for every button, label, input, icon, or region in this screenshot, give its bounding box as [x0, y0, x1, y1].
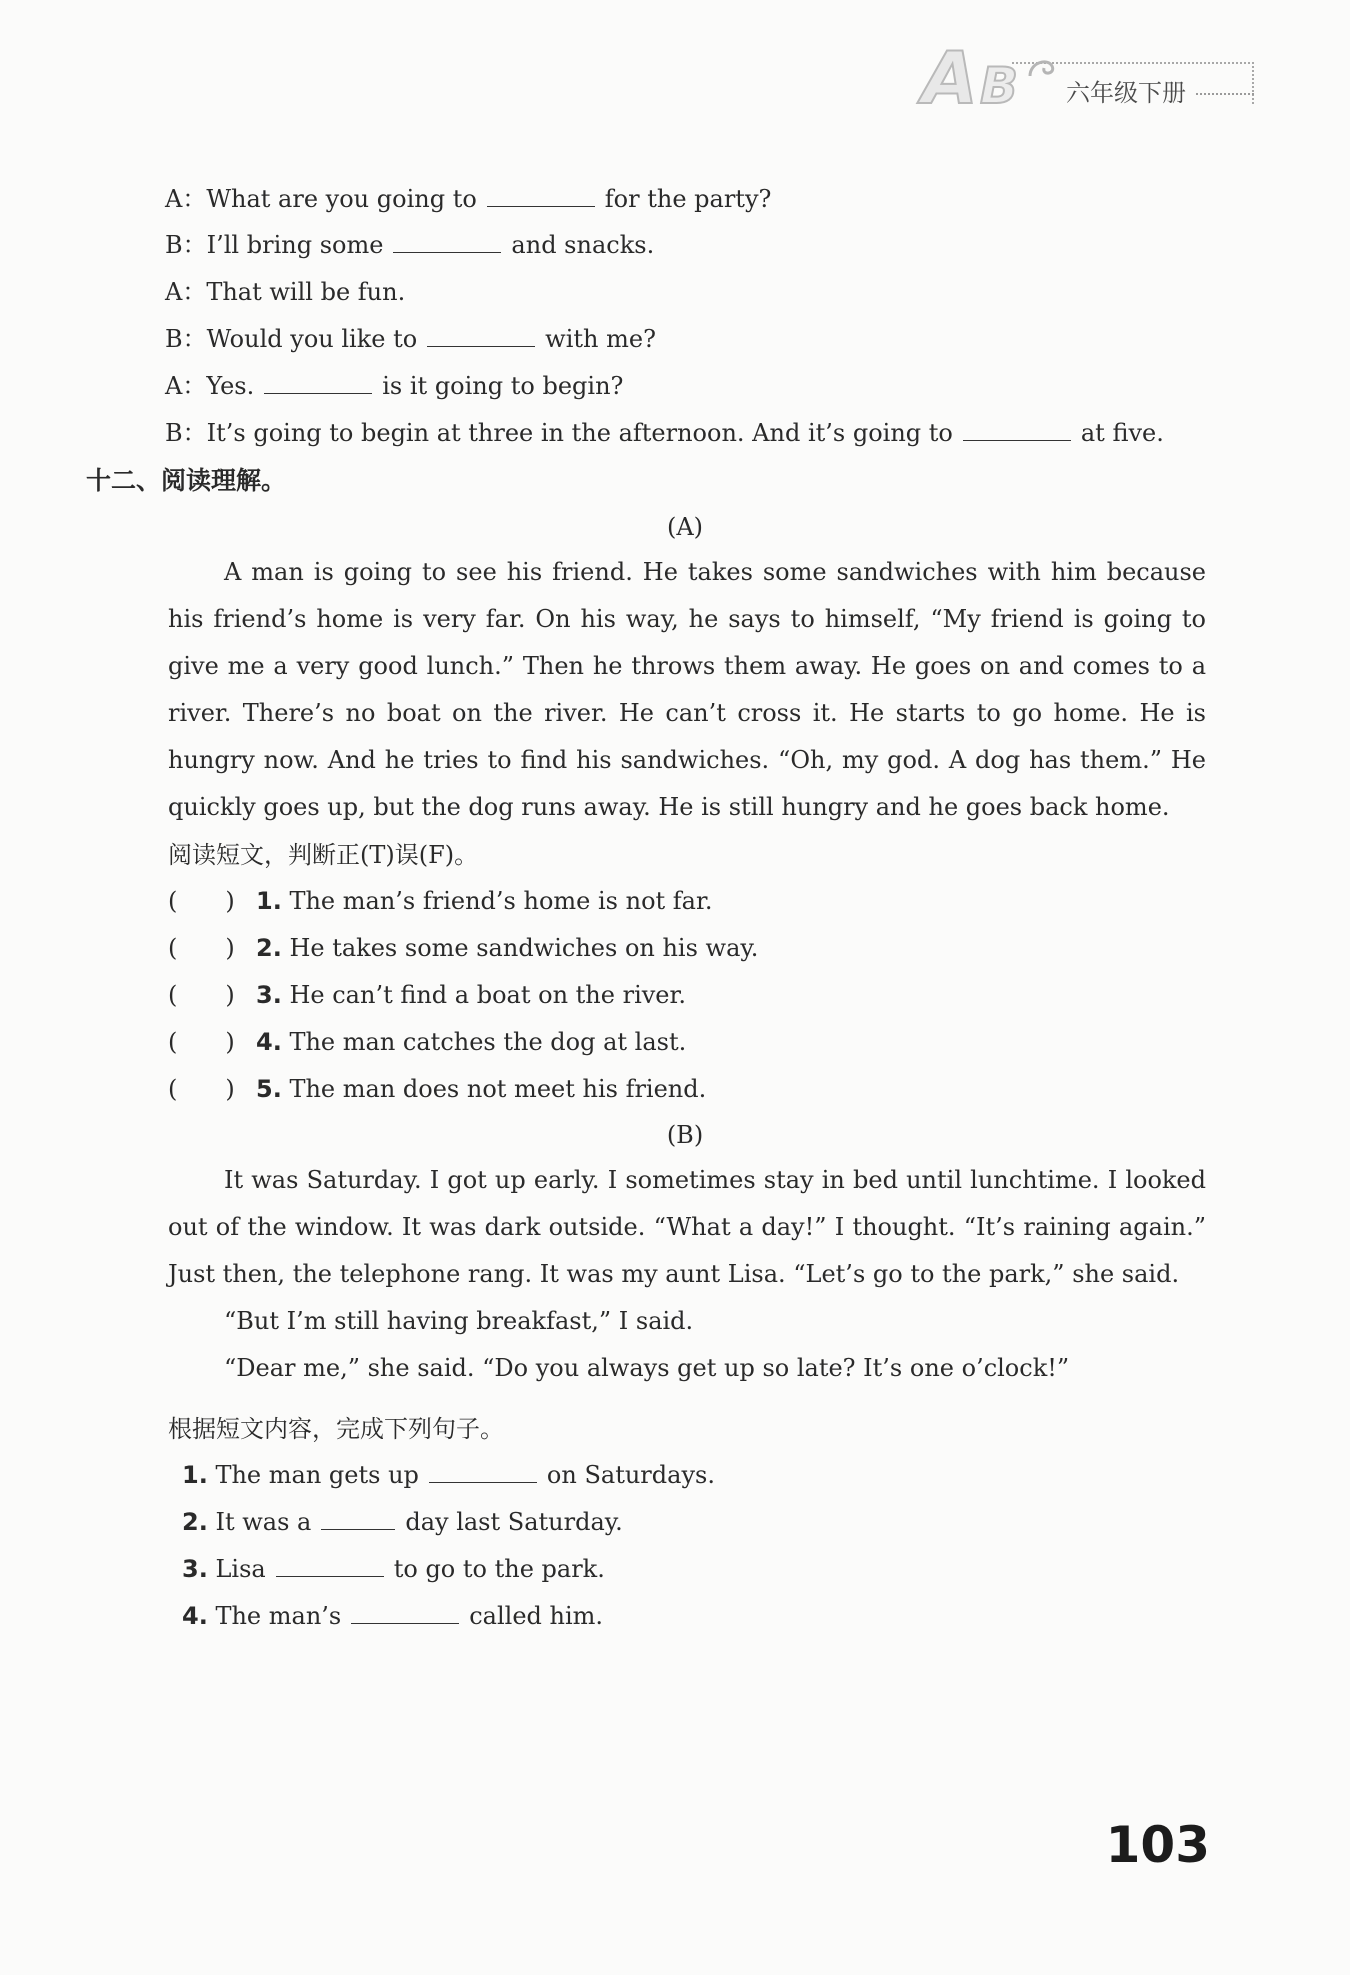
tf-item-1 — [168, 886, 712, 916]
item-text: The man’s friend’s home is not far. — [289, 887, 713, 915]
tf-instruction: 阅读短文，判断正(T)误(F)。 — [168, 841, 479, 869]
grade-dotted-line — [1196, 93, 1254, 95]
speaker: B： — [165, 419, 207, 447]
item-text: He takes some sandwiches on his way. — [289, 934, 759, 962]
item-number: 1. — [182, 1461, 208, 1489]
dialogue-text: That will be fun. — [206, 278, 406, 306]
passage-b-text: “Dear me,” she said. “Do you always get up so late? It’s one o’clock!” — [224, 1354, 1070, 1382]
item-number: 2. — [182, 1508, 208, 1536]
page-number: 103 — [1105, 1816, 1210, 1874]
fill-item-1 — [182, 1460, 715, 1490]
answer-blank[interactable] — [321, 1507, 395, 1530]
dialogue-line-3 — [165, 277, 405, 307]
page-header — [922, 38, 1254, 118]
item-text: The man’s — [215, 1602, 342, 1630]
answer-blank[interactable] — [393, 230, 501, 253]
dialogue-line-5 — [165, 371, 623, 401]
answer-parentheses[interactable]: ( ) — [168, 887, 235, 915]
dialogue-line-2 — [165, 230, 654, 260]
tf-item-2 — [168, 933, 758, 963]
passage-b-line-2 — [168, 1298, 1206, 1345]
logo-letter-a: A — [922, 36, 978, 120]
grade-text: 六年级下册 — [1066, 79, 1186, 107]
part-b-label: (B) — [666, 1121, 704, 1149]
logo-letter-b: B — [980, 57, 1019, 115]
item-number: 3. — [182, 1555, 208, 1583]
item-text: The man does not meet his friend. — [289, 1075, 707, 1103]
item-text: It was a — [215, 1508, 312, 1536]
dialogue-line-6 — [165, 418, 1164, 448]
passage-b-text: It was Saturday. I got up early. I sometimes stay in bed until lunchtime. I looked out of the window. It was dark outside. “What a day!” I thought. “It’s raining again.” Just then, the telephone rang. It was my aunt Lisa. “Let’s go to the park,” she said. — [168, 1166, 1206, 1288]
item-text: The man gets up — [215, 1461, 419, 1489]
dialogue-text: Yes. — [206, 372, 255, 400]
tf-item-3 — [168, 980, 686, 1010]
ab-logo — [922, 38, 1062, 118]
dialogue-text: is it going to begin? — [382, 372, 624, 400]
section-title: 十二、阅读理解。 — [86, 466, 287, 495]
answer-blank[interactable] — [276, 1554, 384, 1577]
tf-item-5 — [168, 1074, 706, 1104]
dialogue-text: and snacks. — [511, 231, 655, 259]
answer-blank[interactable] — [487, 184, 595, 207]
item-text: day last Saturday. — [405, 1508, 623, 1536]
fill-item-3 — [182, 1554, 605, 1584]
grade-label — [1066, 73, 1254, 108]
item-text: He can’t find a boat on the river. — [289, 981, 686, 1009]
dialogue-text: at five. — [1080, 419, 1164, 447]
speaker: A： — [165, 185, 207, 213]
answer-parentheses[interactable]: ( ) — [168, 934, 235, 962]
dialogue-line-1 — [165, 184, 771, 214]
answer-blank[interactable] — [427, 324, 535, 347]
answer-parentheses[interactable]: ( ) — [168, 1075, 235, 1103]
item-number: 3. — [256, 981, 282, 1009]
dialogue-text: with me? — [545, 325, 656, 353]
item-text: to go to the park. — [393, 1555, 605, 1583]
answer-parentheses[interactable]: ( ) — [168, 981, 235, 1009]
dialogue-text: What are you going to — [206, 185, 477, 213]
speaker: B： — [165, 325, 207, 353]
passage-a — [168, 549, 1206, 831]
answer-blank[interactable] — [351, 1601, 459, 1624]
item-number: 1. — [256, 887, 282, 915]
logo-swirl-icon — [1026, 54, 1062, 84]
passage-a-text: A man is going to see his friend. He takes some sandwiches with him because his friend’s home is very far. On his way, he says to himself, “My friend is going to give me a very good lunch.” Then he throws them away. He goes on and comes to a river. There’s no boat on the river. He can’t cross it. He starts to go home. He is hungry now. And he tries to find his sandwiches. “Oh, my god. A dog has them.” He quickly goes up, but the dog runs away. He is still hungry and he goes back home. — [168, 558, 1206, 821]
answer-blank[interactable] — [963, 418, 1071, 441]
answer-blank[interactable] — [429, 1460, 537, 1483]
passage-b-text: “But I’m still having breakfast,” I said. — [224, 1307, 694, 1335]
item-number: 4. — [256, 1028, 282, 1056]
dialogue-text: for the party? — [604, 185, 772, 213]
part-a-label: (A) — [666, 513, 704, 541]
answer-parentheses[interactable]: ( ) — [168, 1028, 235, 1056]
speaker: B： — [165, 231, 207, 259]
dialogue-text: I’ll bring some — [206, 231, 384, 259]
item-number: 5. — [256, 1075, 282, 1103]
dialogue-text: It’s going to begin at three in the afternoon. And it’s going to — [206, 419, 953, 447]
dialogue-text: Would you like to — [206, 325, 418, 353]
fill-item-2 — [182, 1507, 623, 1537]
speaker: A： — [165, 372, 207, 400]
item-text: called him. — [469, 1602, 604, 1630]
answer-blank[interactable] — [264, 371, 372, 394]
passage-b — [168, 1157, 1206, 1298]
item-text: Lisa — [215, 1555, 266, 1583]
tf-item-4 — [168, 1027, 686, 1057]
fill-item-4 — [182, 1601, 603, 1631]
item-text: The man catches the dog at last. — [289, 1028, 687, 1056]
passage-b-line-3 — [168, 1345, 1206, 1392]
item-text: on Saturdays. — [546, 1461, 715, 1489]
fill-instruction: 根据短文内容，完成下列句子。 — [168, 1415, 504, 1443]
item-number: 2. — [256, 934, 282, 962]
item-number: 4. — [182, 1602, 208, 1630]
speaker: A： — [165, 278, 207, 306]
dialogue-line-4 — [165, 324, 656, 354]
